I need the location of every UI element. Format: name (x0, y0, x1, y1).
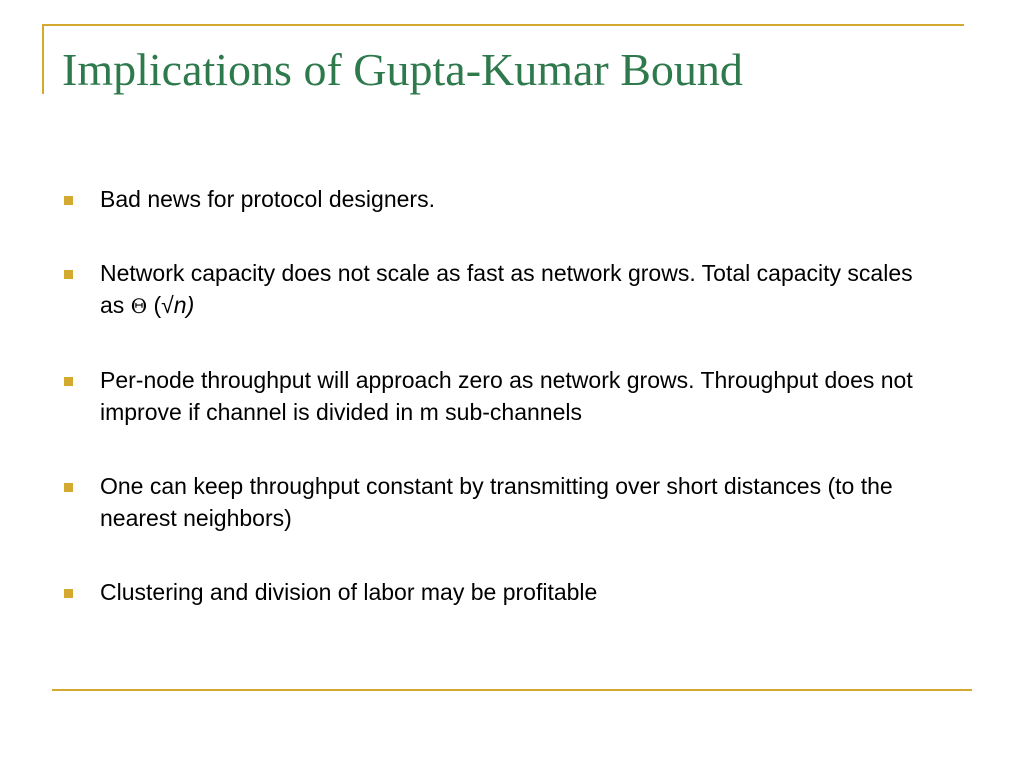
bullet-item-3 (64, 364, 914, 428)
bullet-list (64, 183, 914, 650)
bullet-text-1: Bad news for protocol designers. (100, 186, 435, 212)
bullet-item-2 (64, 257, 914, 322)
square-bullet-icon (64, 270, 73, 279)
sqrt-open: (√ (147, 292, 174, 318)
slide-frame-bottom-line (52, 689, 972, 691)
bullet-item-5 (64, 576, 914, 608)
bullet-text-2: Network capacity does not scale as fast as network grows. Total capacity scales as (100, 260, 913, 318)
square-bullet-icon (64, 377, 73, 386)
bullet-item-1 (64, 183, 914, 215)
square-bullet-icon (64, 483, 73, 492)
slide-frame-left-line (42, 24, 44, 94)
theta-symbol: Θ (130, 294, 148, 318)
bullet-text-3: Per-node throughput will approach zero as network grows. Throughput does not improve if channel is divided in m sub-channels (100, 367, 913, 425)
math-n: n) (173, 292, 195, 318)
bullet-text-4: One can keep throughput constant by transmitting over short distances (to the nearest neighbors) (100, 473, 893, 531)
slide-frame-top-line (42, 24, 964, 26)
bullet-item-4 (64, 470, 914, 534)
slide-title: Implications of Gupta-Kumar Bound (62, 44, 743, 95)
square-bullet-icon (64, 196, 73, 205)
bullet-text-5: Clustering and division of labor may be profitable (100, 579, 598, 605)
square-bullet-icon (64, 589, 73, 598)
